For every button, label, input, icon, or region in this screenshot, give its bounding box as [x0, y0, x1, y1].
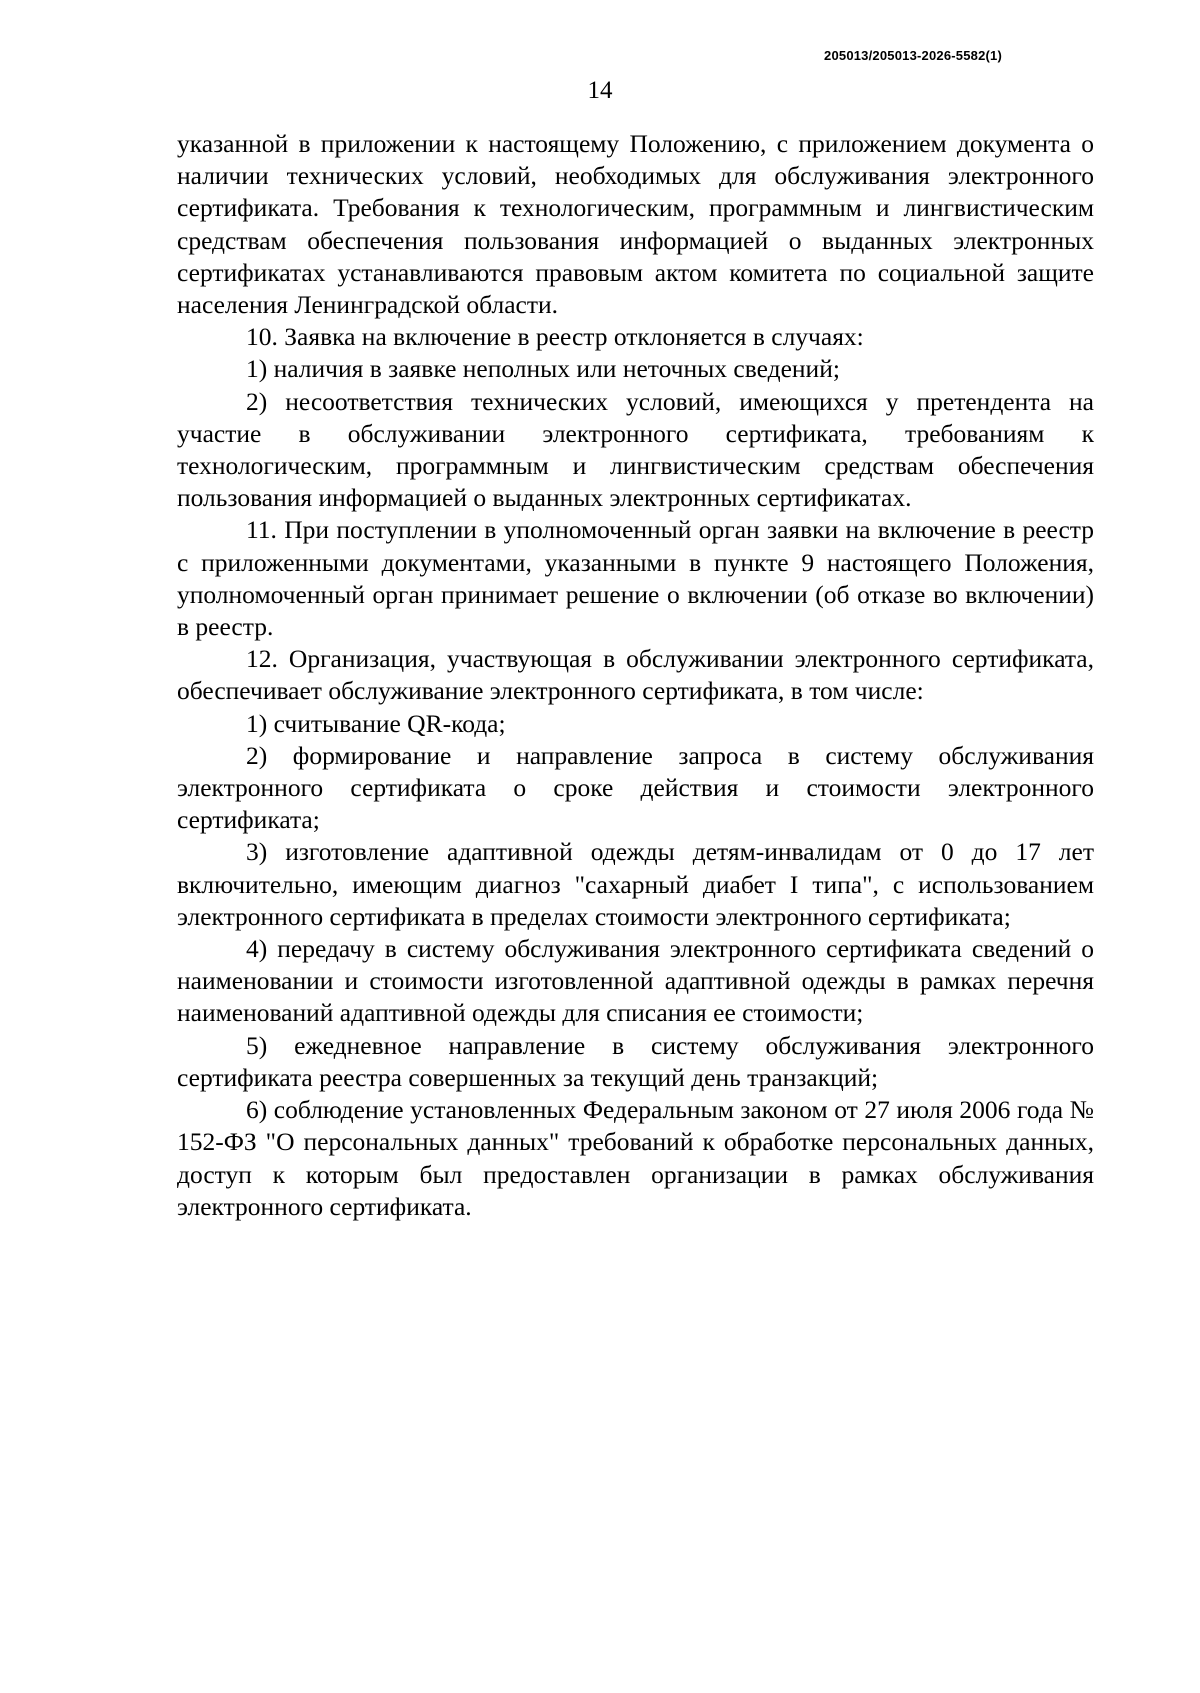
paragraph-clause-12: 12. Организация, участвующая в обслуживании электронного сертификата, обеспечивает обслуживание электронного сертификата, в том числе:	[177, 644, 1094, 706]
paragraph-clause-12-item-4: 4) передачу в систему обслуживания электронного сертификата сведений о наименовании и стоимости изготовленной адаптивной одежды в рамках перечня наименований адаптивной одежды для списания ее стоимости;	[177, 934, 1094, 1028]
paragraph-clause-10: 10. Заявка на включение в реестр отклоняется в случаях:	[246, 322, 864, 352]
paragraph-clause-10-item-1: 1) наличия в заявке неполных или неточных сведений;	[246, 354, 840, 384]
paragraph-clause-12-item-3: 3) изготовление адаптивной одежды детям-инвалидам от 0 до 17 лет включительно, имеющим диагноз "сахарный диабет I типа", с использованием электронного сертификата в пределах стоимости электронного сертификата;	[177, 837, 1094, 931]
paragraph-clause-12-item-6: 6) соблюдение установленных Федеральным законом от 27 июля 2006 года № 152-ФЗ "О персональных данных" требований к обработке персональных данных, доступ к которым был предоставлен организации в рамках обслуживания электронного сертификата.	[177, 1095, 1094, 1221]
paragraph-clause-12-item-2: 2) формирование и направление запроса в систему обслуживания электронного сертификата о сроке действия и стоимости электронного сертификата;	[177, 740, 1094, 835]
paragraph-clause-12-item-5: 5) ежедневное направление в систему обслуживания электронного сертификата реестра совершенных за текущий день транзакций;	[177, 1030, 1094, 1092]
paragraph-clause-11: 11. При поступлении в уполномоченный орган заявки на включение в реестр с приложенными документами, указанными в пункте 9 настоящего Положения, уполномоченный орган принимает решение о включении (об отказе во включении) в реестр.	[177, 515, 1094, 642]
document-id: 205013/205013-2026-5582(1)	[824, 48, 1002, 63]
paragraph-continuation: указанной в приложении к настоящему Положению, с приложением документа о наличии технических условий, необходимых для обслуживания электронного сертификата. Требования к технологическим, программным и лингвистическим средствам обеспечения пользования информацией о выданных электронных сертификатах устанавливаются правовым актом комитета по социальной защите населения Ленинградской области.	[177, 129, 1094, 320]
page-number: 14	[587, 77, 613, 104]
paragraph-clause-12-item-1: 1) считывание QR-кода;	[246, 708, 506, 738]
paragraph-clause-10-item-2: 2) несоответствия технических условий, имеющихся у претендента на участие в обслуживании электронного сертификата, требованиям к технологическим, программным и лингвистическим средствам обеспечения пользования информацией о выданных электронных сертификатах.	[177, 386, 1094, 513]
document-body	[177, 128, 1094, 1223]
